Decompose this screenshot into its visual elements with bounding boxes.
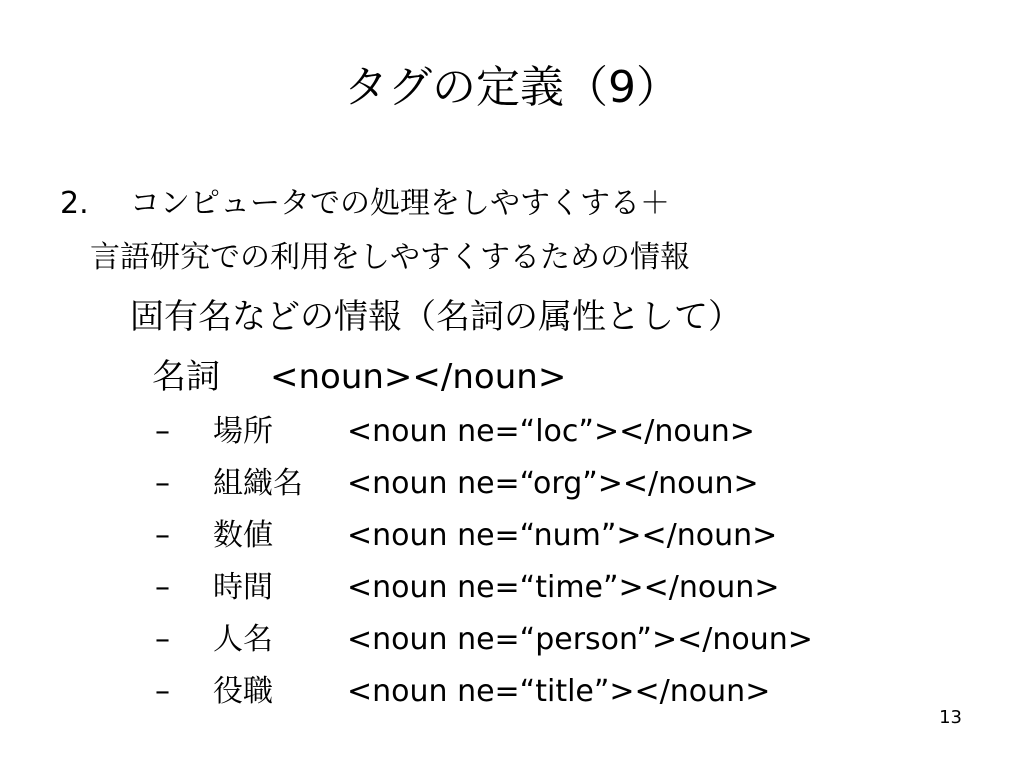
point-line-1	[60, 182, 670, 226]
dash-bullet: –	[155, 674, 170, 709]
item-term: 場所	[213, 414, 273, 449]
list-item	[155, 670, 770, 714]
item-tag: <noun ne=“num”></noun>	[347, 518, 778, 553]
page-number: 13	[939, 707, 962, 728]
item-term: 数値	[213, 518, 273, 553]
dash-bullet: –	[155, 570, 170, 605]
item-tag: <noun ne=“person”></noun>	[347, 622, 813, 657]
point-line-2: 言語研究での利用をしやすくするための情報	[90, 240, 690, 275]
item-tag: <noun ne=“title”></noun>	[347, 674, 771, 709]
dash-bullet: –	[155, 622, 170, 657]
list-item	[155, 410, 755, 454]
item-term: 人名	[213, 622, 273, 657]
point-text-1: コンピュータでの処理をしやすくする＋	[130, 186, 670, 221]
list-item	[155, 514, 777, 558]
slide-title: タグの定義（9）	[344, 62, 680, 113]
noun-row	[152, 353, 566, 401]
noun-tag: <noun></noun>	[270, 357, 567, 397]
item-tag: <noun ne=“time”></noun>	[347, 570, 780, 605]
dash-bullet: –	[155, 414, 170, 449]
item-tag: <noun ne=“org”></noun>	[347, 466, 759, 501]
item-term: 組織名	[213, 466, 303, 501]
noun-term: 名詞	[152, 357, 220, 397]
subheading: 固有名などの情報（名詞の属性として）	[130, 297, 742, 337]
list-item	[155, 566, 779, 610]
point-number: 2.	[60, 186, 89, 221]
list-item	[155, 618, 813, 662]
item-term: 時間	[213, 570, 273, 605]
dash-bullet: –	[155, 518, 170, 553]
item-term: 役職	[213, 674, 273, 709]
list-item	[155, 462, 759, 506]
dash-bullet: –	[155, 466, 170, 501]
item-tag: <noun ne=“loc”></noun>	[347, 414, 755, 449]
